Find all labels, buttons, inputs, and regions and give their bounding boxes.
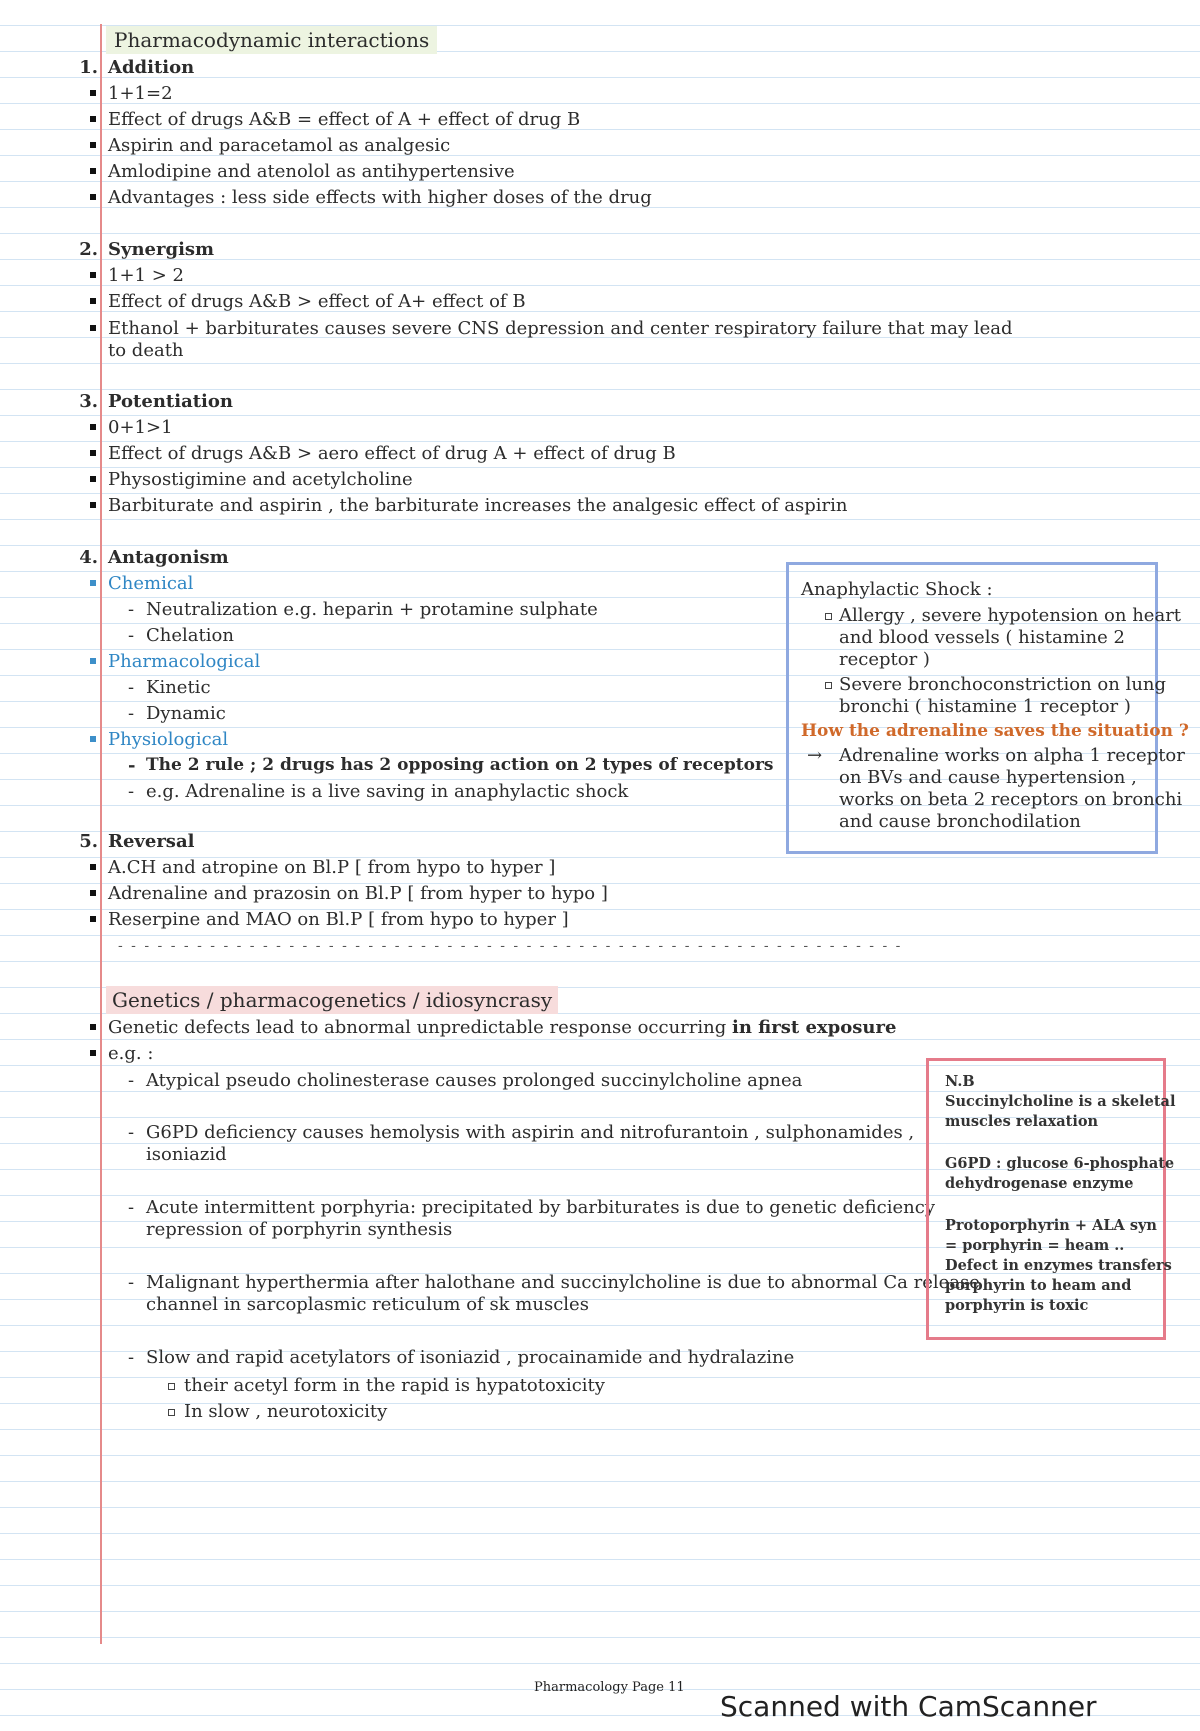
- list-item: Atypical pseudo cholinesterase causes prolonged succinylcholine apnea: [146, 1070, 803, 1091]
- note-line: N.B: [945, 1073, 975, 1090]
- list-item: 0+1>1: [108, 417, 173, 438]
- dash-icon: -: [128, 625, 135, 646]
- dash-icon: -: [128, 677, 135, 698]
- note-line: Succinylcholine is a skeletal: [945, 1093, 1176, 1110]
- list-item: Amlodipine and atenolol as antihypertensive: [108, 161, 515, 182]
- list-item: 1+1=2: [108, 83, 173, 104]
- dash-icon: -: [128, 1197, 135, 1218]
- section-title: Genetics / pharmacogenetics / idiosyncrasy: [106, 988, 558, 1012]
- list-item: Acute intermittent porphyria: precipitated by barbiturates is due to genetic deficiency: [146, 1197, 936, 1218]
- bullet-icon: [90, 272, 96, 278]
- heading-potentiation: Potentiation: [108, 391, 233, 412]
- bullet-icon: [90, 658, 96, 664]
- bullet-icon: [90, 142, 96, 148]
- list-item: Reserpine and MAO on Bl.P [ from hypo to hyper ]: [108, 909, 569, 930]
- hollow-bullet-icon: [825, 613, 832, 620]
- list-number: 5.: [79, 831, 98, 852]
- list-item-continuation: channel in sarcoplasmic reticulum of sk muscles: [146, 1294, 589, 1315]
- hollow-bullet-icon: [168, 1383, 175, 1390]
- box-line: and blood vessels ( histamine 2: [839, 627, 1125, 648]
- list-item-continuation: repression of porphyrin synthesis: [146, 1219, 453, 1240]
- bullet-icon: [90, 325, 96, 331]
- dash-icon: -: [128, 1272, 135, 1293]
- list-item: Advantages : less side effects with higher doses of the drug: [108, 187, 652, 208]
- box-line: receptor ): [839, 649, 930, 670]
- subheading-physiological: Physiological: [108, 729, 229, 750]
- list-item: 1+1 > 2: [108, 265, 184, 286]
- dash-icon: -: [128, 755, 136, 776]
- note-line: = porphyrin = heam ..: [945, 1237, 1125, 1254]
- box-answer: Adrenaline works on alpha 1 receptor: [839, 745, 1185, 766]
- bullet-icon: [90, 116, 96, 122]
- list-item: Neutralization e.g. heparin + protamine sulphate: [146, 599, 598, 620]
- note-line: porphyrin is toxic: [945, 1297, 1089, 1314]
- page-footer: Pharmacology Page 11: [534, 1680, 685, 1695]
- note-line: Defect in enzymes transfers: [945, 1257, 1172, 1274]
- heading-antagonism: Antagonism: [108, 547, 229, 568]
- list-item: Kinetic: [146, 677, 211, 698]
- list-item: Effect of drugs A&B > effect of A+ effect of B: [108, 291, 526, 312]
- note-line: porphyrin to heam and: [945, 1277, 1132, 1294]
- dash-icon: -: [128, 1347, 135, 1368]
- list-number: 4.: [79, 547, 98, 568]
- list-item: Physostigimine and acetylcholine: [108, 469, 413, 490]
- box-answer: works on beta 2 receptors on bronchi: [839, 789, 1183, 810]
- list-number: 1.: [79, 57, 98, 78]
- bullet-icon: [90, 890, 96, 896]
- list-item: e.g. Adrenaline is a live saving in anaphylactic shock: [146, 781, 629, 802]
- heading-synergism: Synergism: [108, 239, 215, 260]
- bullet-icon: [90, 502, 96, 508]
- section-title: Pharmacodynamic interactions: [106, 28, 437, 52]
- intro-text: Genetic defects lead to abnormal unpredictable response occurring in first exposure: [108, 1017, 897, 1038]
- list-item: Adrenaline and prazosin on Bl.P [ from hyper to hypo ]: [108, 883, 608, 904]
- list-item: Chelation: [146, 625, 234, 646]
- scanner-watermark: Scanned with CamScanner: [720, 1690, 1097, 1723]
- bullet-icon: [90, 580, 96, 586]
- box-answer: on BVs and cause hypertension ,: [839, 767, 1137, 788]
- box-line: Severe bronchoconstriction on lung: [839, 674, 1167, 695]
- list-item-continuation: to death: [108, 340, 184, 361]
- bullet-icon: [90, 864, 96, 870]
- dashed-divider: - - - - - - - - - - - - - - - - - - - - - - - - - - - - - - - - - - - - - - - - - - - - - - - - - - - - - - - - - - - -: [118, 938, 903, 954]
- note-box: [926, 1058, 1176, 1340]
- box-answer: and cause bronchodilation: [839, 811, 1081, 832]
- bullet-icon: [90, 476, 96, 482]
- margin-line: [100, 24, 102, 1644]
- list-item: Dynamic: [146, 703, 226, 724]
- sub-list-item: In slow , neurotoxicity: [184, 1401, 388, 1422]
- eg-label: e.g. :: [108, 1043, 154, 1064]
- heading-reversal: Reversal: [108, 831, 195, 852]
- dash-icon: -: [128, 781, 135, 802]
- dash-icon: -: [128, 599, 135, 620]
- list-number: 2.: [79, 239, 98, 260]
- list-number: 3.: [79, 391, 98, 412]
- note-line: G6PD : glucose 6-phosphate: [945, 1155, 1175, 1172]
- box-question: How the adrenaline saves the situation ?: [801, 721, 1189, 741]
- list-item: Aspirin and paracetamol as analgesic: [108, 135, 451, 156]
- subheading-pharmacological: Pharmacological: [108, 651, 261, 672]
- bullet-icon: [90, 1050, 96, 1056]
- bullet-icon: [90, 916, 96, 922]
- list-item: A.CH and atropine on Bl.P [ from hypo to hyper ]: [108, 857, 556, 878]
- hollow-bullet-icon: [168, 1409, 175, 1416]
- heading-addition: Addition: [108, 57, 195, 78]
- note-line: Protoporphyrin + ALA syn: [945, 1217, 1157, 1234]
- note-line: dehydrogenase enzyme: [945, 1175, 1134, 1192]
- bullet-icon: [90, 298, 96, 304]
- note-line: muscles relaxation: [945, 1113, 1099, 1130]
- dash-icon: -: [128, 703, 135, 724]
- bullet-icon: [90, 1024, 96, 1030]
- sub-list-item: their acetyl form in the rapid is hypatotoxicity: [184, 1375, 605, 1396]
- bullet-icon: [90, 450, 96, 456]
- list-item: Effect of drugs A&B > aero effect of drug A + effect of drug B: [108, 443, 676, 464]
- box-line: Allergy , severe hypotension on heart: [839, 605, 1182, 626]
- bullet-icon: [90, 90, 96, 96]
- list-item-continuation: isoniazid: [146, 1144, 227, 1165]
- bullet-icon: [90, 168, 96, 174]
- list-item: Barbiturate and aspirin , the barbiturate increases the analgesic effect of aspirin: [108, 495, 848, 516]
- subheading-chemical: Chemical: [108, 573, 194, 594]
- box-title: Anaphylactic Shock :: [801, 579, 993, 600]
- bullet-icon: [90, 194, 96, 200]
- dash-icon: -: [128, 1070, 135, 1091]
- bullet-icon: [90, 424, 96, 430]
- list-item: Slow and rapid acetylators of isoniazid , procainamide and hydralazine: [146, 1347, 795, 1368]
- list-item: Ethanol + barbiturates causes severe CNS depression and center respiratory failure that may lead: [108, 318, 1013, 339]
- list-item: G6PD deficiency causes hemolysis with aspirin and nitrofurantoin , sulphonamides ,: [146, 1122, 915, 1143]
- list-item: Effect of drugs A&B = effect of A + effect of drug B: [108, 109, 581, 130]
- list-item: The 2 rule ; 2 drugs has 2 opposing action on 2 types of receptors: [146, 755, 774, 775]
- list-item: Malignant hyperthermia after halothane and succinylcholine is due to abnormal Ca release: [146, 1272, 980, 1293]
- box-line: bronchi ( histamine 1 receptor ): [839, 696, 1131, 717]
- arrow-icon: →: [807, 745, 823, 766]
- hollow-bullet-icon: [825, 682, 832, 689]
- dash-icon: -: [128, 1122, 135, 1143]
- bullet-icon: [90, 736, 96, 742]
- anaphylaxis-box: [786, 562, 1189, 854]
